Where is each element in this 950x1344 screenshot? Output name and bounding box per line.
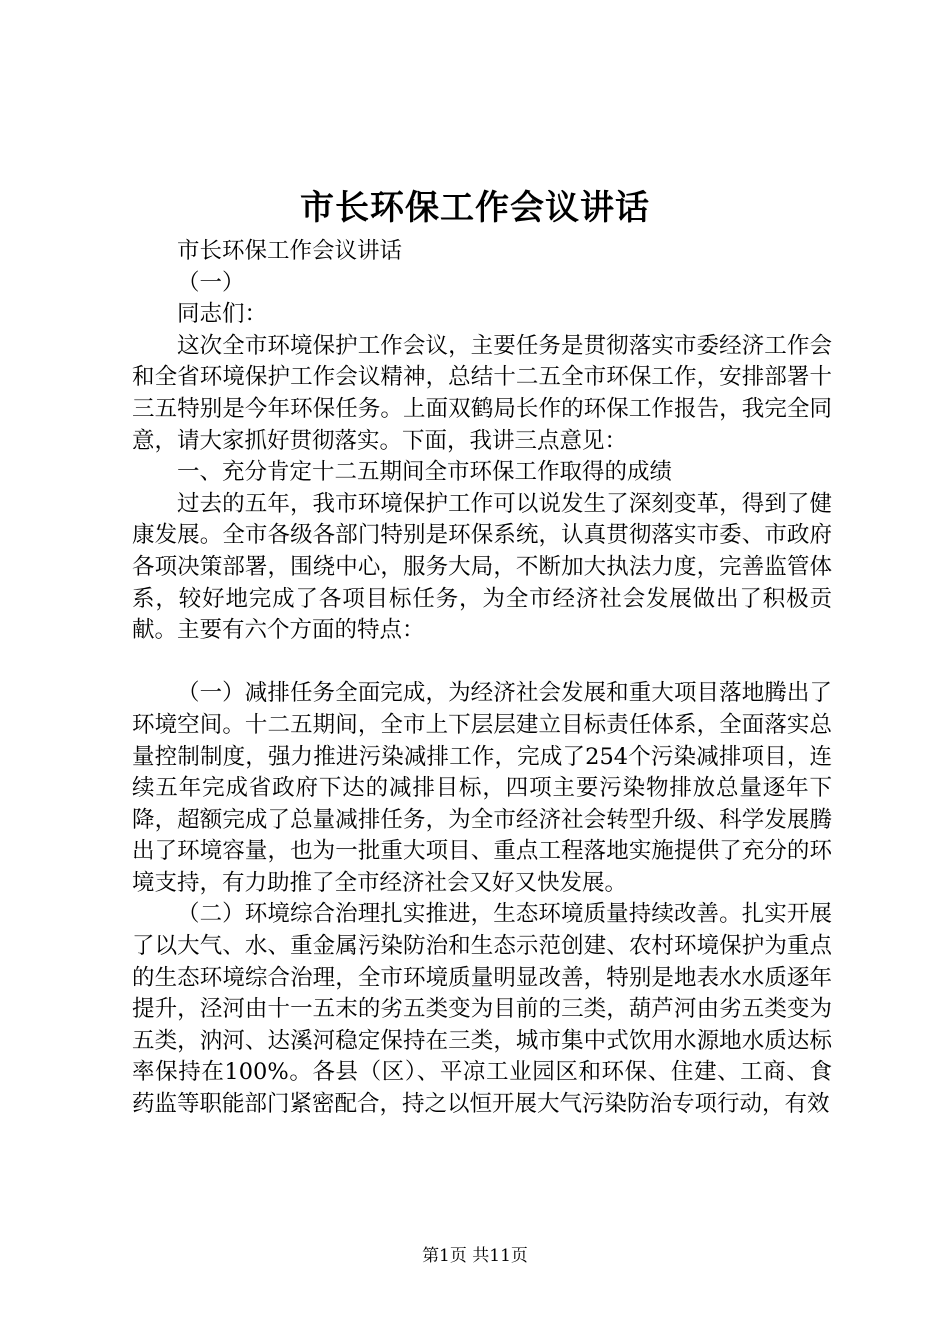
page-footer: 第1页 共11页 [422, 1246, 528, 1266]
document-body [132, 236, 832, 1121]
intro-paragraph: 这次全市环境保护工作会议，主要任务是贯彻落实市委经济工作会和全省环境保护工作会议精神，总结十二五全市环保工作，安排部署十三五特别是今年环保任务。上面双鹤局长作的环保工作报告，我完全同意，请大家抓好贯彻落实。下面，我讲三点意见： [132, 332, 832, 454]
overview-paragraph: 过去的五年，我市环境保护工作可以说发生了深刻变革，得到了健康发展。全市各级各部门特别是环保系统，认真贯彻落实市委、市政府各项决策部署，围绕中心，服务大局，不断加大执法力度，完善监管体系，较好地完成了各项目标任务，为全市经济社会发展做出了积极贡献。主要有六个方面的特点： [132, 490, 832, 644]
section-number-paragraph: （一） [177, 269, 245, 296]
section-heading-paragraph: 一、充分肯定十二五期间全市环保工作取得的成绩 [177, 459, 673, 486]
document-title: 市长环保工作会议讲话 [300, 188, 650, 228]
emission-reduction-paragraph: （一）减排任务全面完成，为经济社会发展和重大项目落地腾出了环境空间。十二五期间，全市上下层层建立目标责任体系，全面落实总量控制制度，强力推进污染减排工作，完成了254个污染减排项目，连续五年完成省政府下达的减排目标，四项主要污染物排放总量逐年下降，超额完成了总量减排任务，为全市经济社会转型升级、科学发展腾出了环境容量，也为一批重大项目、重点工程落地实施提供了充分的环境支持，有力助推了全市经济社会又好又快发展。 [132, 680, 832, 896]
salutation-paragraph: 同志们： [177, 301, 268, 328]
environment-governance-paragraph: （二）环境综合治理扎实推进，生态环境质量持续改善。扎实开展了以大气、水、重金属污染防治和生态示范创建、农村环境保护为重点的生态环境综合治理，全市环境质量明显改善，特别是地表水水质逐年提升，泾河由十一五末的劣五类变为目前的三类，葫芦河由劣五类变为五类，汭河、达溪河稳定保持在三类，城市集中式饮用水源地水质达标率保持在100%。各县（区）、平凉工业园区和环保、住建、工商、食药监等职能部门紧密配合，持之以恒开展大气污染防治专项行动，有效 [132, 901, 832, 1118]
subtitle-paragraph: 市长环保工作会议讲话 [177, 238, 403, 264]
